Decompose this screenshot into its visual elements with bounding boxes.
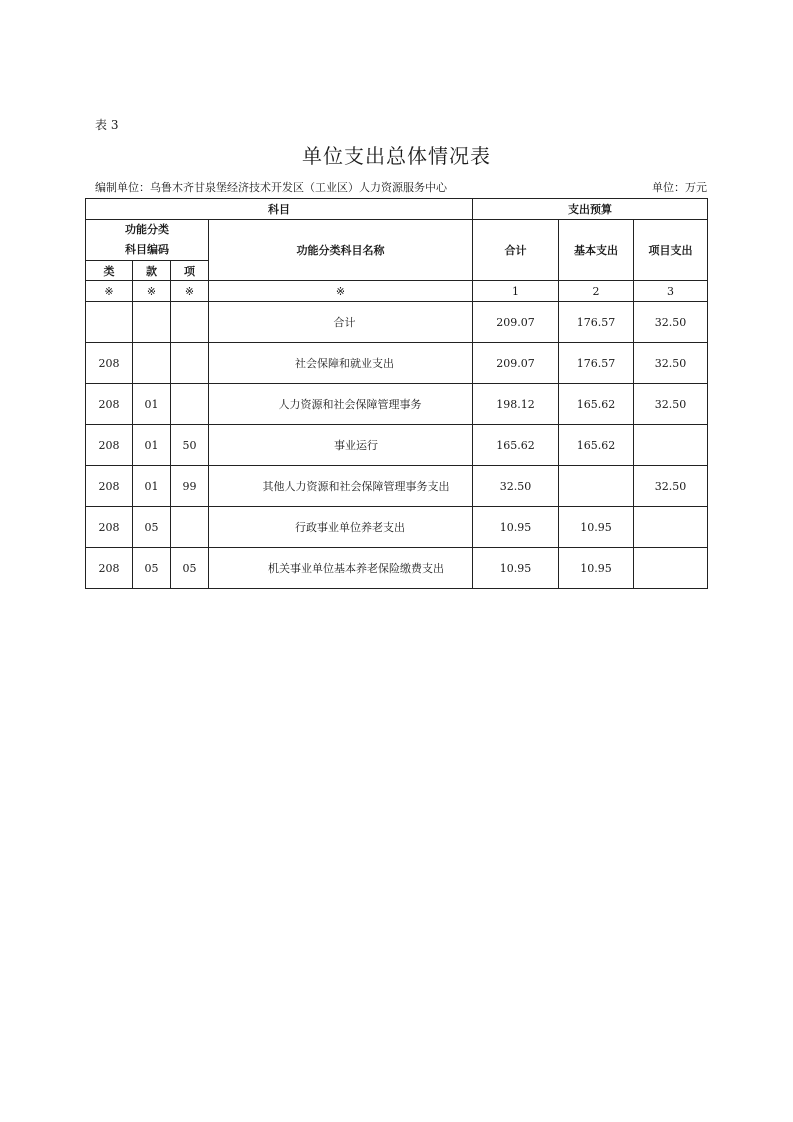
cell-total: 10.95 <box>473 507 559 548</box>
table-row <box>86 466 708 507</box>
table-row <box>86 507 708 548</box>
cell-name <box>209 507 473 548</box>
unit-label: 单位：万元 <box>652 181 707 194</box>
cell-total: 198.12 <box>473 384 559 425</box>
document-title: 单位支出总体情况表 <box>302 144 491 168</box>
cell-kuan: 01 <box>133 384 171 425</box>
cell-name-text: 人力资源和社会保障管理事务 <box>278 398 422 411</box>
cell-project <box>634 425 708 466</box>
header-subject: 科目 <box>86 199 473 220</box>
reference-row <box>86 281 708 302</box>
cell-lei: 208 <box>86 384 133 425</box>
table-row <box>86 302 708 343</box>
cell-kuan <box>133 302 171 343</box>
cell-xiang <box>171 384 209 425</box>
ref-kuan: ※ <box>133 281 171 302</box>
cell-basic: 10.95 <box>559 548 634 589</box>
table-row <box>86 343 708 384</box>
table-row <box>86 425 708 466</box>
cell-kuan <box>133 343 171 384</box>
cell-name <box>209 548 473 589</box>
table-number-label: 表 3 <box>95 118 119 132</box>
cell-basic: 10.95 <box>559 507 634 548</box>
cell-xiang <box>171 343 209 384</box>
header-lei: 类 <box>86 261 133 281</box>
cell-project: 32.50 <box>634 384 708 425</box>
cell-basic: 165.62 <box>559 384 634 425</box>
cell-lei: 208 <box>86 548 133 589</box>
header-project: 项目支出 <box>634 220 708 281</box>
cell-total: 209.07 <box>473 343 559 384</box>
cell-lei: 208 <box>86 466 133 507</box>
cell-total: 10.95 <box>473 548 559 589</box>
cell-lei: 208 <box>86 507 133 548</box>
table-row <box>86 548 708 589</box>
cell-name-text: 社会保障和就业支出 <box>295 357 394 370</box>
cell-name <box>209 302 473 343</box>
cell-basic: 176.57 <box>559 302 634 343</box>
cell-project: 32.50 <box>634 466 708 507</box>
cell-name-text: 合计 <box>333 316 356 329</box>
cell-kuan: 01 <box>133 425 171 466</box>
cell-project: 32.50 <box>634 302 708 343</box>
ref-total: 1 <box>473 281 559 302</box>
cell-name-text: 事业运行 <box>334 439 378 452</box>
header-kuan: 款 <box>133 261 171 281</box>
cell-basic: 176.57 <box>559 343 634 384</box>
cell-lei: 208 <box>86 425 133 466</box>
header-row-2 <box>86 220 708 241</box>
ref-project: 3 <box>634 281 708 302</box>
ref-xiang: ※ <box>171 281 209 302</box>
cell-xiang: 50 <box>171 425 209 466</box>
cell-project <box>634 548 708 589</box>
ref-lei: ※ <box>86 281 133 302</box>
cell-project: 32.50 <box>634 343 708 384</box>
cell-name-text: 其他人力资源和社会保障管理事务支出 <box>262 480 450 493</box>
cell-kuan: 05 <box>133 507 171 548</box>
ref-name: ※ <box>209 281 473 302</box>
header-basic: 基本支出 <box>559 220 634 281</box>
header-func-class-line1: 功能分类 <box>125 223 169 236</box>
cell-xiang <box>171 507 209 548</box>
cell-lei: 208 <box>86 343 133 384</box>
organization-label: 编制单位：乌鲁木齐甘泉堡经济技术开发区（工业区）人力资源服务中心 <box>95 181 447 194</box>
header-xiang: 项 <box>171 261 209 281</box>
header-func-class-code <box>86 220 209 261</box>
cell-basic <box>559 466 634 507</box>
expenditure-table <box>85 198 708 589</box>
header-budget: 支出预算 <box>473 199 708 220</box>
header-row-1 <box>86 199 708 220</box>
cell-kuan: 01 <box>133 466 171 507</box>
cell-name <box>209 384 473 425</box>
header-func-class-line2: 科目编码 <box>125 243 169 256</box>
cell-total: 32.50 <box>473 466 559 507</box>
cell-name-text: 行政事业单位养老支出 <box>295 521 405 534</box>
ref-basic: 2 <box>559 281 634 302</box>
header-func-name: 功能分类科目名称 <box>209 220 473 281</box>
cell-basic: 165.62 <box>559 425 634 466</box>
header-total: 合计 <box>473 220 559 281</box>
cell-total: 209.07 <box>473 302 559 343</box>
cell-xiang <box>171 302 209 343</box>
cell-xiang: 99 <box>171 466 209 507</box>
cell-xiang: 05 <box>171 548 209 589</box>
cell-name <box>209 425 473 466</box>
cell-name-text: 机关事业单位基本养老保险缴费支出 <box>268 562 444 575</box>
cell-project <box>634 507 708 548</box>
table-row <box>86 384 708 425</box>
cell-name <box>209 466 473 507</box>
cell-lei <box>86 302 133 343</box>
cell-name <box>209 343 473 384</box>
cell-total: 165.62 <box>473 425 559 466</box>
cell-kuan: 05 <box>133 548 171 589</box>
